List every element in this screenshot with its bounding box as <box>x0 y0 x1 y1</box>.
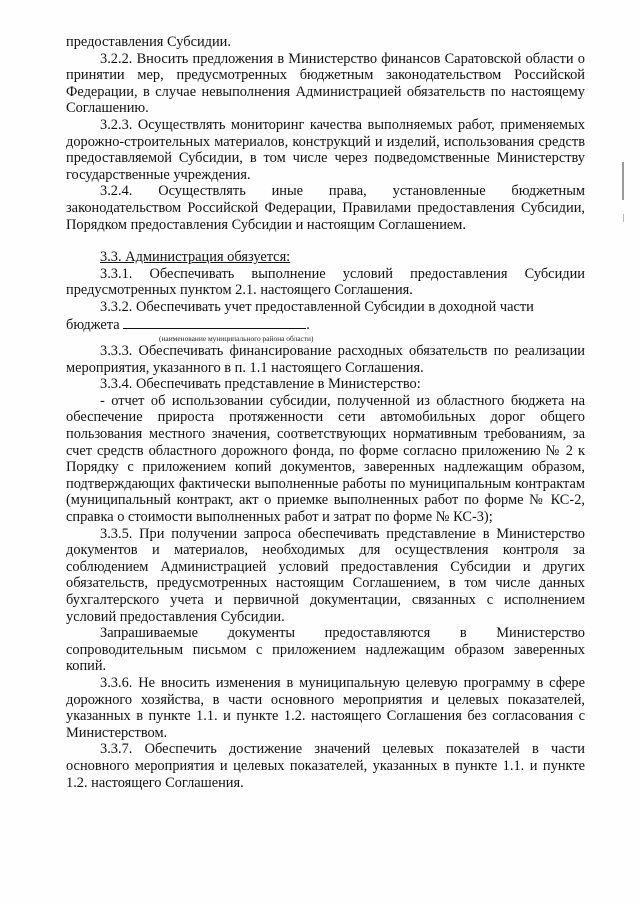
budget-word: бюджета <box>66 316 120 333</box>
document-body <box>66 34 585 791</box>
clause-3-3-7: 3.3.7. Обеспечить достижение значений целевых показателей в части основного мероприятия и целевых показателей, указанных в пункте 1.1. и пункте 1.2. настоящего Соглашения. <box>66 741 585 791</box>
section-3-3-heading-text: 3.3. Администрация обязуется: <box>100 249 291 266</box>
clause-3-3-2: 3.3.2. Обеспечивать учет предоставленной Субсидии в доходной части <box>100 298 534 315</box>
blank-caption: (наименование муниципального района области) <box>159 334 314 344</box>
clause-3-2-4: 3.2.4. Осуществлять иные права, установленные бюджетным законодательством Российской Федерации, Правилами предоставления Субсидии, Порядком предоставления Субсидии и настоящим Соглашением. <box>66 183 585 233</box>
clause-3-3-2-budget-line <box>66 316 585 334</box>
clause-3-2-3: 3.2.3. Осуществлять мониторинг качества выполняемых работ, применяемых дорожно-строительных материалов, конструкций и изделий, использования средств предоставляемой Субсидии, в том числе через подведомственные Министерству государственные учреждения. <box>66 116 585 183</box>
clause-3-3-3: 3.3.3. Обеспечивать финансирование расходных обязательств по реализации мероприятия, указанного в п. 1.1 настоящего Соглашения. <box>66 343 585 376</box>
blank-period: . <box>306 316 310 333</box>
scan-edge-mark-small <box>623 214 624 222</box>
clause-3-3-4: 3.3.4. Обеспечивать представление в Министерство: <box>100 376 421 393</box>
clause-3-3-5: 3.3.5. При получении запроса обеспечивать представление в Министерство документов и материалов, необходимых для осуществления контроля за соблюдением Администрацией условий предоставления Субсидии и других обязательств, предусмотренных настоящим Соглашением, в том числе данных бухгалтерского учета и первичной документации, связанных с исполнением условий предоставления Субсидии. <box>66 525 585 625</box>
scan-edge-mark <box>622 162 624 200</box>
clause-3-3-6: 3.3.6. Не вносить изменения в муниципальную целевую программу в сфере дорожного хозяйства, в части основного мероприятия и целевых показателей, указанных в пункте 1.1. и пункте 1.2. настоящего Соглашения без согласования с Министерством. <box>66 674 585 741</box>
blank-line <box>123 316 306 329</box>
clause-3-3-4-report-item: - отчет об использовании субсидии, полученной из областного бюджета на обеспечение прироста протяженности сети автомобильных дорог общего пользования местного значения, соответствующих нормативным требованиям, за счет средств областного дорожного фонда, по форме согласно приложению № 2 к Порядку с приложением копий документов, заверенных надлежащим образом, подтверждающих фактически выполненные работы по муниципальным контрактам (муниципальный контракт, акт о приемке выполненных работ по форме № КС-2, справка о стоимости выполненных работ и затрат по форме № КС-3); <box>66 392 585 526</box>
section-3-3-heading <box>66 249 585 266</box>
clause-3-3-5-documents: Запрашиваемые документы предоставляются в Министерство сопроводительным письмом с приложением надлежащим образом заверенных копий. <box>66 625 585 675</box>
clause-3-3-1: 3.3.1. Обеспечивать выполнение условий предоставления Субсидии предусмотренных пунктом 2.1. настоящего Соглашения. <box>66 265 585 299</box>
clause-3-2-2: 3.2.2. Вносить предложения в Министерство финансов Саратовской области о принятии мер, предусмотренных бюджетным законодательством Российской Федерации, в случае невыполнения Администрацией обязательств по настоящему Соглашению. <box>66 50 585 117</box>
paragraph-continuation: предоставления Субсидии. <box>66 34 231 50</box>
